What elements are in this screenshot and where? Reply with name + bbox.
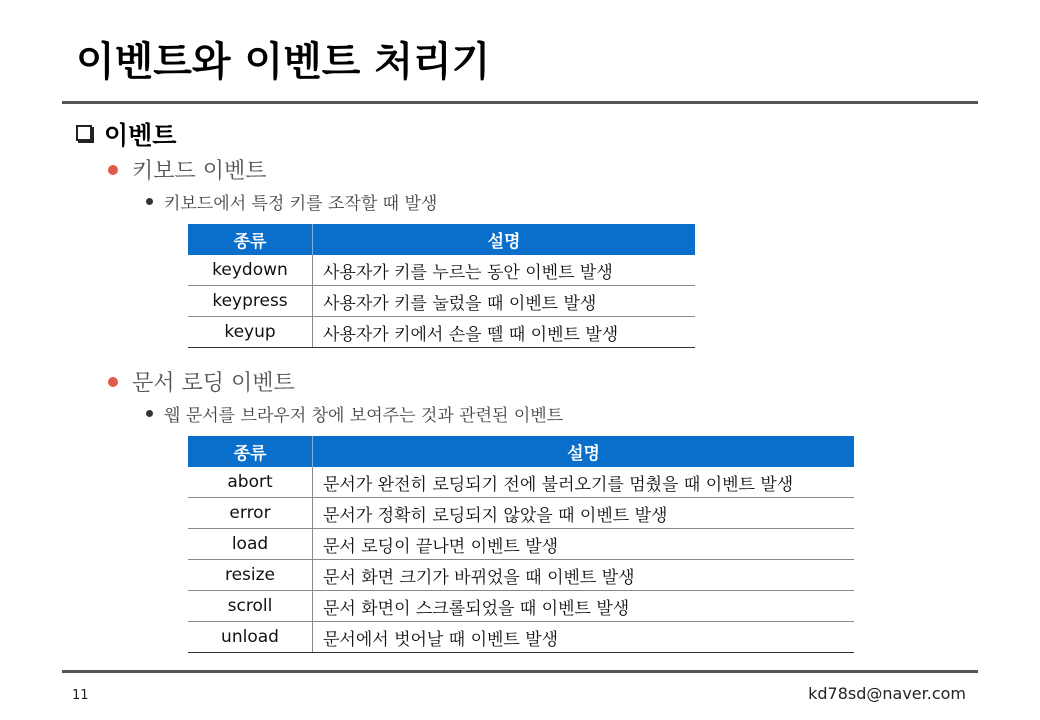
bullet-dot-icon (108, 377, 118, 387)
column-header-type: 종류 (188, 436, 313, 467)
table-header-row (188, 224, 695, 255)
table-row (188, 467, 854, 498)
table-row (188, 622, 854, 653)
event-type-cell: keyup (188, 317, 313, 348)
table-row (188, 317, 695, 348)
bullet-dot-icon (146, 410, 153, 417)
document-event-heading (108, 366, 295, 397)
event-desc-cell: 문서에서 벗어날 때 이벤트 발생 (313, 622, 855, 653)
table-row (188, 286, 695, 317)
keyboard-event-desc-text: 키보드에서 특정 키를 조작할 때 발생 (164, 194, 438, 214)
keyboard-event-desc (146, 189, 437, 214)
event-desc-cell: 사용자가 키를 눌렀을 때 이벤트 발생 (313, 286, 696, 317)
bullet-dot-icon (146, 198, 153, 205)
checkbox-square-icon (76, 125, 92, 141)
page-number: 11 (72, 688, 89, 703)
document-event-table (188, 436, 854, 653)
title-divider (62, 101, 978, 104)
table-row (188, 591, 854, 622)
event-desc-cell: 사용자가 키에서 손을 뗄 때 이벤트 발생 (313, 317, 696, 348)
event-type-cell: scroll (188, 591, 313, 622)
event-desc-cell: 사용자가 키를 누르는 동안 이벤트 발생 (313, 255, 696, 286)
event-desc-cell: 문서 로딩이 끝나면 이벤트 발생 (313, 529, 855, 560)
table-row (188, 498, 854, 529)
event-type-cell: keydown (188, 255, 313, 286)
event-desc-cell: 문서가 정확히 로딩되지 않았을 때 이벤트 발생 (313, 498, 855, 529)
table-row (188, 560, 854, 591)
document-event-heading-text: 문서 로딩 이벤트 (132, 371, 295, 396)
section-heading-text: 이벤트 (104, 121, 177, 150)
event-desc-cell: 문서 화면 크기가 바뀌었을 때 이벤트 발생 (313, 560, 855, 591)
event-type-cell: keypress (188, 286, 313, 317)
table-row (188, 255, 695, 286)
event-type-cell: abort (188, 467, 313, 498)
event-type-cell: resize (188, 560, 313, 591)
footer-email: kd78sd@naver.com (808, 684, 966, 703)
event-type-cell: error (188, 498, 313, 529)
document-event-desc (146, 401, 563, 426)
event-desc-cell: 문서 화면이 스크롤되었을 때 이벤트 발생 (313, 591, 855, 622)
bullet-dot-icon (108, 165, 118, 175)
section-heading (76, 116, 176, 152)
column-header-desc: 설명 (313, 436, 855, 467)
document-event-desc-text: 웹 문서를 브라우저 창에 보여주는 것과 관련된 이벤트 (164, 406, 564, 426)
keyboard-event-table (188, 224, 695, 348)
slide-title: 이벤트와 이벤트 처리기 (76, 39, 491, 85)
table-header-row (188, 436, 854, 467)
column-header-desc: 설명 (313, 224, 696, 255)
column-header-type: 종류 (188, 224, 313, 255)
footer-divider (62, 670, 978, 673)
keyboard-event-heading (108, 154, 267, 185)
event-type-cell: unload (188, 622, 313, 653)
keyboard-event-heading-text: 키보드 이벤트 (132, 159, 267, 184)
event-type-cell: load (188, 529, 313, 560)
table-row (188, 529, 854, 560)
event-desc-cell: 문서가 완전히 로딩되기 전에 불러오기를 멈췄을 때 이벤트 발생 (313, 467, 855, 498)
